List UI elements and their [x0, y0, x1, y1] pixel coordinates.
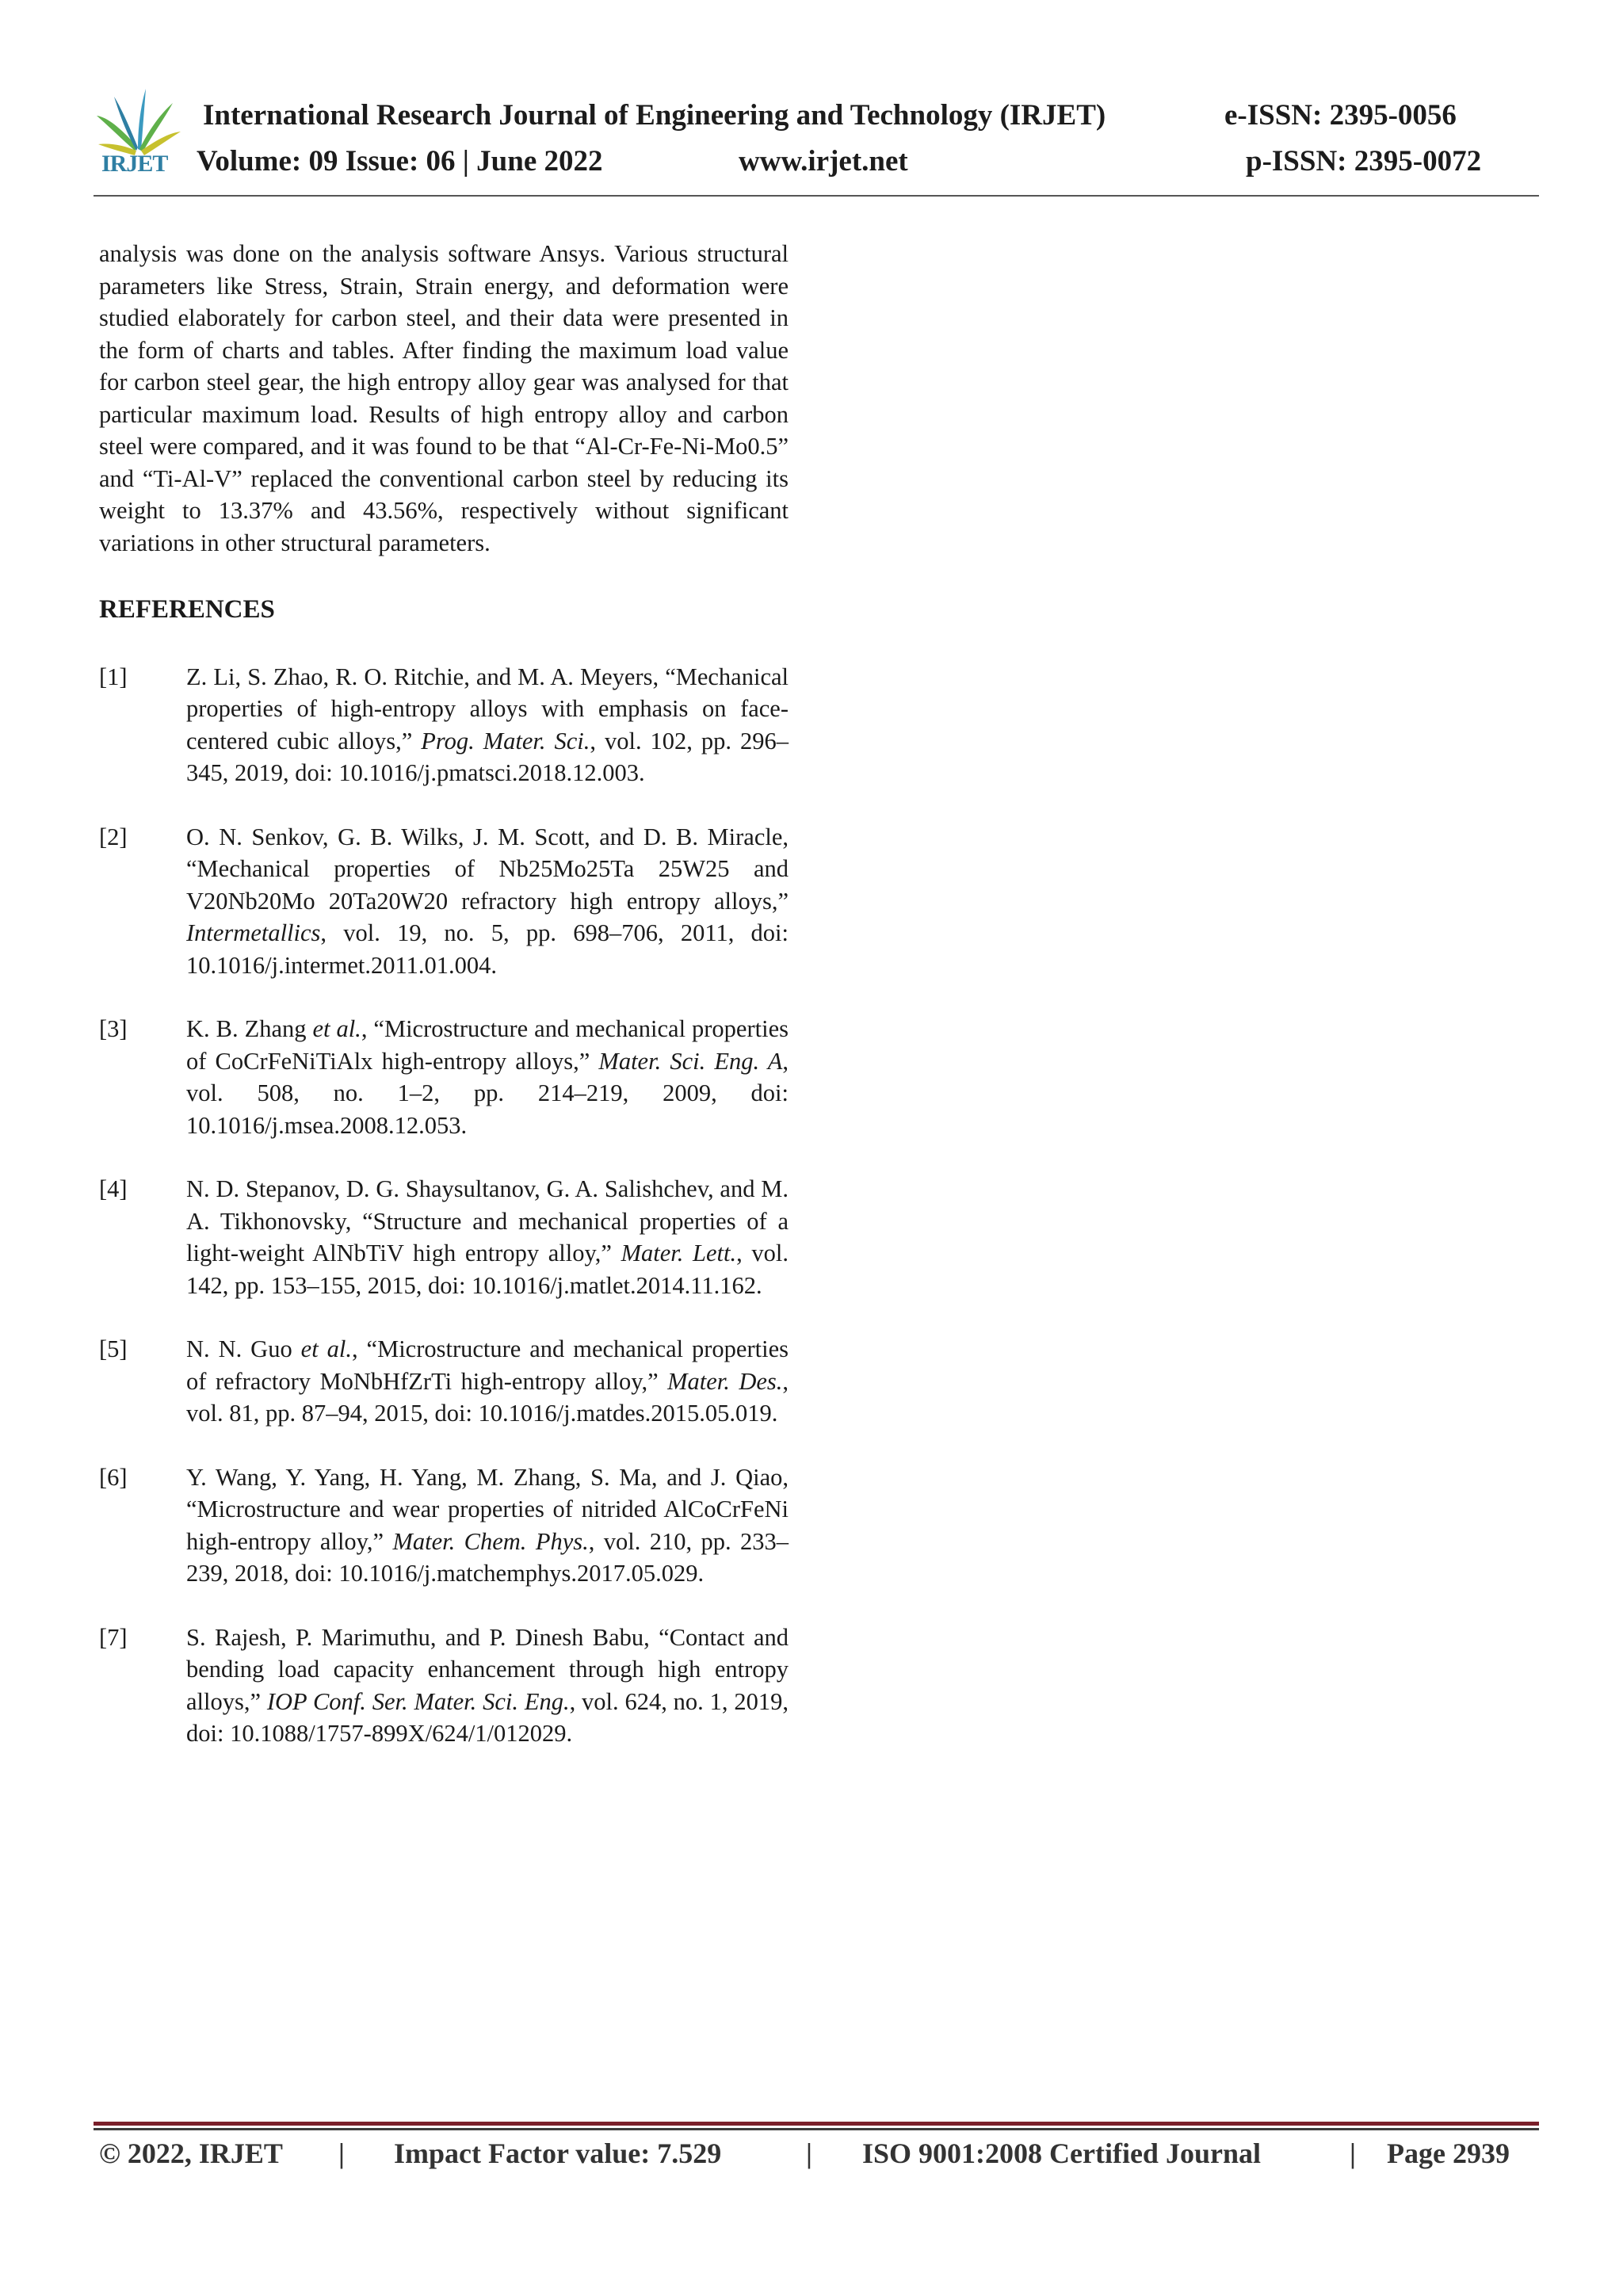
conclusion-paragraph: analysis was done on the analysis software Ansys. Various structural parameters like Stress, Strain, Strain energy, and deformation were studied elaborately for carbon steel, and their data were presented in the form of charts and tables. After finding the maximum load value for carbon steel gear, the high entropy alloy gear was analysed for that particular maximum load. Results of high entropy alloy and carbon steel were compared, and it was found to be that “Al-Cr-Fe-Ni-Mo0.5” and “Ti-Al-V” replaced the conventional carbon steel by reducing its weight to 13.37% and 43.56%, respectively without significant variations in other structural parameters. — [99, 240, 789, 556]
footer-divider-bottom — [94, 2128, 1539, 2130]
reference-item — [99, 1013, 789, 1141]
footer-separator: | — [338, 2137, 345, 2169]
references-heading: REFERENCES — [99, 595, 275, 624]
header-divider — [94, 195, 1539, 197]
footer-page-number: Page 2939 — [1387, 2137, 1510, 2169]
reference-text: O. N. Senkov, G. B. Wilks, J. M. Scott, and D. B. Miracle, “Mechanical properties of Nb25Mo25Ta 25W25 and V20Nb20Mo 20Ta20W20 refractory high entropy alloys,” Intermetallics, vol. 19, no. 5, pp. 698–706, 2011, doi: 10.1016/j.intermet.2011.01.004. — [186, 823, 789, 979]
reference-number: [2] — [99, 823, 128, 850]
page-header — [0, 0, 1623, 198]
reference-text: S. Rajesh, P. Marimuthu, and P. Dinesh Babu, “Contact and bending load capacity enhancement through high entropy alloys,” IOP Conf. Ser. Mater. Sci. Eng., vol. 624, no. 1, 2019, doi: 10.1088/1757-899X/624/1/012029. — [186, 1623, 789, 1747]
footer-iso-cert: ISO 9001:2008 Certified Journal — [862, 2137, 1261, 2169]
reference-number: [1] — [99, 663, 128, 690]
volume-issue: Volume: 09 Issue: 06 | June 2022 — [197, 145, 603, 178]
reference-number: [7] — [99, 1623, 128, 1651]
reference-text: Z. Li, S. Zhao, R. O. Ritchie, and M. A. Meyers, “Mechanical properties of high-entropy alloys with emphasis on face-centered cubic alloys,” Prog. Mater. Sci., vol. 102, pp. 296–345, 2019, doi: 10.1016/j.pmatsci.2018.12.003. — [186, 663, 789, 786]
e-issn: e-ISSN: 2395-0056 — [1224, 99, 1457, 132]
reference-text: Y. Wang, Y. Yang, H. Yang, M. Zhang, S. Ma, and J. Qiao, “Microstructure and wear properties of nitrided AlCoCrFeNi high-entropy alloy,” Mater. Chem. Phys., vol. 210, pp. 233–239, 2018, doi: 10.1016/j.matchemphys.2017.05.029. — [186, 1463, 789, 1587]
footer-separator: | — [1350, 2137, 1356, 2169]
footer-impact-factor: Impact Factor value: 7.529 — [394, 2137, 722, 2169]
reference-number: [6] — [99, 1463, 128, 1491]
reference-item — [99, 1622, 789, 1750]
reference-text: N. D. Stepanov, D. G. Shaysultanov, G. A. Salishchev, and M. A. Tikhonovsky, “Structure and mechanical properties of a light-weight AlNbTiV high entropy alloy,” Mater. Lett., vol. 142, pp. 153–155, 2015, doi: 10.1016/j.matlet.2014.11.162. — [186, 1175, 789, 1299]
reference-item — [99, 661, 789, 789]
logo-wordmark: IRJET — [101, 151, 168, 177]
reference-number: [3] — [99, 1015, 128, 1042]
footer-copyright: © 2022, IRJET — [99, 2137, 283, 2169]
reference-number: [5] — [99, 1335, 128, 1362]
reference-list — [99, 661, 789, 1750]
reference-item — [99, 1461, 789, 1590]
reference-item — [99, 1173, 789, 1301]
left-column — [99, 238, 789, 1782]
journal-website[interactable]: www.irjet.net — [739, 145, 908, 178]
reference-number: [4] — [99, 1175, 128, 1202]
reference-item — [99, 1333, 789, 1430]
reference-text: K. B. Zhang et al., “Microstructure and mechanical properties of CoCrFeNiTiAlx high-entropy alloys,” Mater. Sci. Eng. A, vol. 508, no. 1–2, pp. 214–219, 2009, doi: 10.1016/j.msea.2008.12.053. — [186, 1015, 789, 1139]
footer-divider-top — [94, 2122, 1539, 2126]
journal-title: International Research Journal of Engineering and Technology (IRJET) — [203, 99, 1106, 132]
p-issn: p-ISSN: 2395-0072 — [1246, 145, 1482, 178]
reference-text: N. N. Guo et al., “Microstructure and mechanical properties of refractory MoNbHfZrTi high-entropy alloy,” Mater. Des., vol. 81, pp. 87–94, 2015, doi: 10.1016/j.matdes.2015.05.019. — [186, 1335, 789, 1427]
footer-separator: | — [806, 2137, 812, 2169]
reference-item — [99, 821, 789, 982]
